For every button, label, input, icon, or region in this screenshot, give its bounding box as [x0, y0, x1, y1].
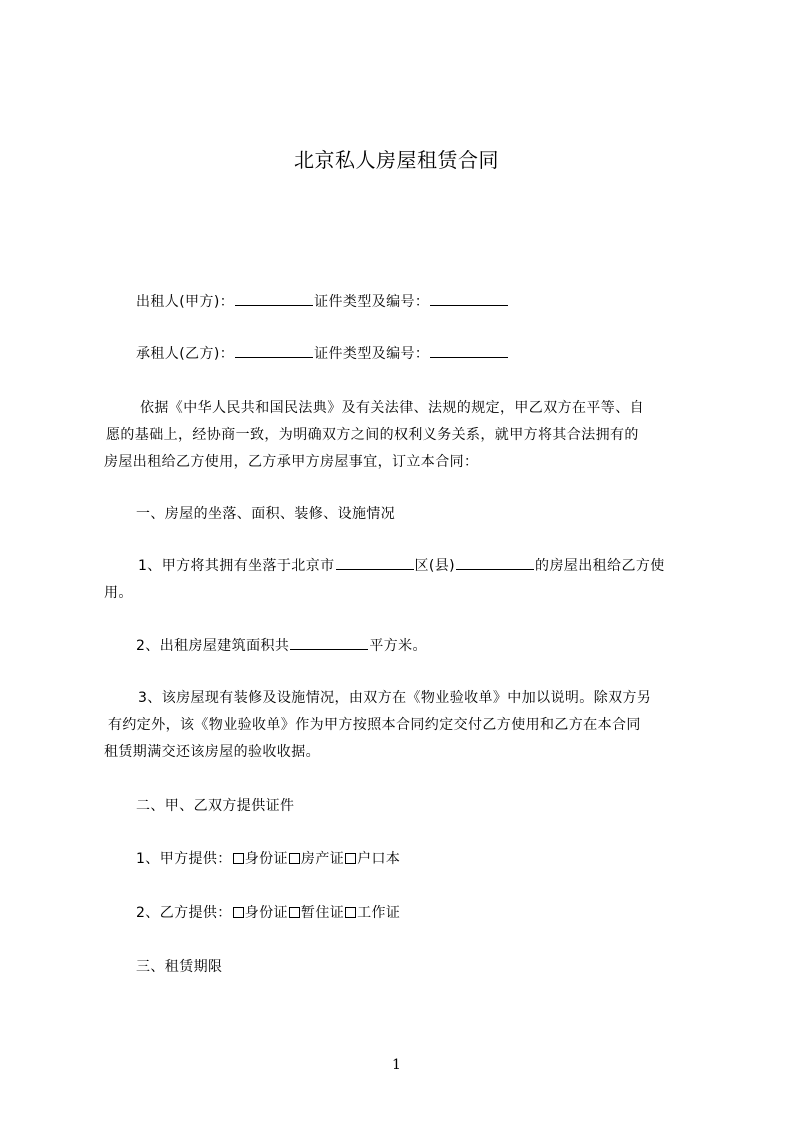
- preamble-line-3: 房屋出租给乙方使用，乙方承甲方房屋事宜，订立本合同：: [104, 454, 479, 470]
- checkbox-icon: [233, 853, 244, 864]
- section1-item3-line-3: 租赁期满交还该房屋的验收收据。: [104, 744, 320, 760]
- checkbox-icon: [289, 853, 300, 864]
- checkbox-icon: [345, 907, 356, 918]
- address-blank: [456, 557, 534, 570]
- item1-text-a: 1、甲方将其拥有坐落于北京市: [138, 558, 335, 574]
- section2-heading: 二、甲、乙双方提供证件: [136, 798, 295, 814]
- lessor-label: 出租人(甲方)：: [136, 294, 235, 310]
- preamble-line-1: 依据《中华人民共和国民法典》及有关法律、法规的规定，甲乙双方在平等、自: [140, 400, 644, 416]
- lessor-line: [136, 293, 509, 311]
- checkbox-icon: [233, 907, 244, 918]
- section3-heading: 三、租赁期限: [136, 959, 223, 975]
- item1-text-c: 的房屋出租给乙方使: [535, 558, 665, 574]
- section1-heading: 一、房屋的坐落、面积、装修、设施情况: [136, 506, 396, 522]
- item1-text-b: 区(县): [414, 558, 456, 574]
- lessee-line: [136, 345, 509, 363]
- checkbox-icon: [345, 853, 356, 864]
- section1-item1-line: [138, 557, 665, 575]
- item2-text-b: 平方米。: [369, 638, 427, 654]
- party-b-option-2: 暂住证: [300, 905, 345, 921]
- party-b-option-3: 工作证: [357, 905, 401, 921]
- lessor-id-blank: [430, 293, 508, 306]
- section1-item3-line-2: 有约定外，该《物业验收单》作为甲方按照本合同约定交付乙方使用和乙方在本合同: [108, 717, 641, 733]
- area-blank: [290, 637, 368, 650]
- lessee-label: 承租人(乙方)：: [136, 346, 235, 362]
- section1-item2-line: [136, 637, 427, 655]
- checkbox-icon: [289, 907, 300, 918]
- lessee-id-blank: [430, 345, 508, 358]
- party-a-label: 1、甲方提供：: [136, 851, 232, 867]
- lessee-name-blank: [235, 345, 313, 358]
- party-a-documents-line: [136, 850, 400, 868]
- section1-item1-continued: 用。: [104, 585, 133, 601]
- party-b-documents-line: [136, 904, 400, 922]
- section1-item3-line-1: 3、该房屋现有装修及设施情况，由双方在《物业验收单》中加以说明。除双方另: [138, 690, 652, 706]
- document-title: 北京私人房屋租赁合同: [294, 148, 499, 172]
- lessor-name-blank: [235, 293, 313, 306]
- lessor-id-label: 证件类型及编号：: [314, 294, 430, 310]
- district-blank: [336, 557, 414, 570]
- party-b-option-1: 身份证: [244, 905, 288, 921]
- page-number: 1: [392, 1057, 401, 1073]
- party-a-option-1: 身份证: [244, 851, 288, 867]
- party-a-option-2: 房产证: [300, 851, 345, 867]
- item2-text-a: 2、出租房屋建筑面积共: [136, 638, 290, 654]
- preamble-line-2: 愿的基础上，经协商一致，为明确双方之间的权利义务关系，就甲方将其合法拥有的: [106, 427, 639, 443]
- party-b-label: 2、乙方提供：: [136, 905, 232, 921]
- party-a-option-3: 户口本: [357, 851, 401, 867]
- lessee-id-label: 证件类型及编号：: [314, 346, 430, 362]
